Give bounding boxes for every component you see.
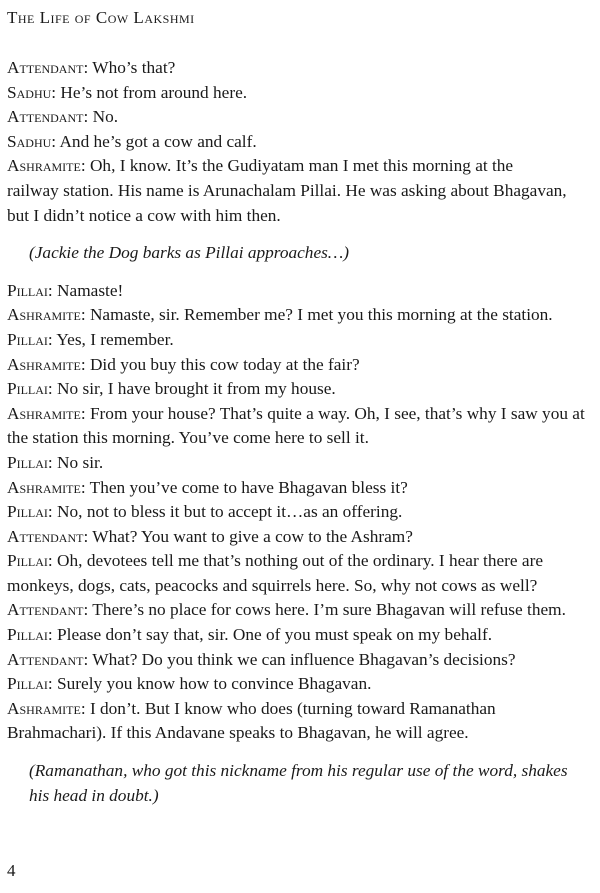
line-text: Then you’ve come to have Bhagavan bless it? (85, 477, 408, 497)
stage-direction (7, 759, 595, 784)
stage-direction (7, 784, 595, 809)
speaker-name: Sadhu: (7, 131, 57, 151)
speaker-name: Attendant: (7, 649, 89, 669)
speaker-name: Attendant: (7, 58, 89, 77)
line-text: Who’s that? (88, 58, 176, 77)
line-text: What? You want to give a cow to the Ashram? (88, 526, 413, 546)
line-text: Did you buy this cow today at the fair? (85, 354, 360, 374)
paragraph-gap (7, 746, 595, 759)
dialogue-text (7, 56, 595, 808)
speaker-name: Pillai: (7, 329, 53, 349)
dialogue-line (7, 377, 595, 402)
line-text: No. (88, 107, 119, 127)
line-text: And he’s got a cow and calf. (56, 131, 257, 151)
speaker-name: Ashramite: (7, 403, 86, 423)
running-header: The Life of Cow Lakshmi (7, 8, 195, 27)
line-text: Namaste, sir. Remember me? I met you this morning at the station. (85, 305, 553, 325)
dialogue-line (7, 648, 595, 673)
line-text: monkeys, dogs, cats, peacocks and squirrels here. So, why not cows as well? (7, 575, 538, 595)
speaker-name: Ashramite: (7, 305, 86, 325)
stage-text: (Jackie the Dog barks as Pillai approaches…) (29, 243, 349, 263)
line-text: Please don’t say that, sir. One of you must speak on my behalf. (52, 625, 493, 645)
speaker-name: Pillai: (7, 551, 53, 571)
speaker-name: Pillai: (7, 452, 53, 472)
paragraph-gap (7, 228, 595, 241)
dialogue-line (7, 56, 595, 81)
dialogue-line (7, 130, 595, 155)
speaker-name: Ashramite: (7, 156, 86, 176)
paragraph-gap (7, 266, 595, 279)
dialogue-line (7, 353, 595, 378)
dialogue-line (7, 279, 595, 304)
speaker-name: Ashramite: (7, 354, 86, 374)
line-text: railway station. His name is Arunachalam Pillai. He was asking about Bhagavan, (7, 180, 567, 200)
line-text: From your house? That’s quite a way. Oh, I see, that’s why I saw you at (85, 403, 585, 423)
line-text: No sir, I have brought it from my house. (52, 379, 336, 399)
line-text: No, not to bless it but to accept it…as an offering. (52, 502, 403, 522)
speaker-name: Pillai: (7, 502, 53, 522)
line-text: No sir. (52, 452, 104, 472)
line-text: Surely you know how to convince Bhagavan. (52, 674, 372, 694)
speaker-name: Sadhu: (7, 82, 57, 102)
line-text: Brahmachari). If this Andavane speaks to Bhagavan, he will agree. (7, 723, 469, 743)
dialogue-line (7, 672, 595, 697)
dialogue-line (7, 402, 595, 427)
line-text: What? Do you think we can influence Bhagavan’s decisions? (88, 649, 516, 669)
stage-text: (Ramanathan, who got this nickname from his regular use of the word, shakes (29, 761, 568, 781)
dialogue-line (7, 721, 595, 746)
dialogue-line (7, 426, 595, 451)
dialogue-line (7, 549, 595, 574)
dialogue-line (7, 476, 595, 501)
dialogue-line (7, 500, 595, 525)
speaker-name: Pillai: (7, 625, 53, 645)
dialogue-line (7, 154, 595, 179)
line-text: He’s not from around here. (56, 82, 248, 102)
speaker-name: Attendant: (7, 600, 89, 620)
stage-direction (7, 241, 595, 266)
page-number: 4 (7, 861, 16, 880)
line-text: Yes, I remember. (52, 329, 174, 349)
dialogue-line (7, 574, 595, 599)
speaker-name: Pillai: (7, 379, 53, 399)
speaker-name: Pillai: (7, 674, 53, 694)
line-text: the station this morning. You’ve come here to sell it. (7, 428, 369, 448)
dialogue-line (7, 697, 595, 722)
line-text: There’s no place for cows here. I’m sure Bhagavan will refuse them. (88, 600, 566, 620)
dialogue-line (7, 81, 595, 106)
line-text: Oh, I know. It’s the Gudiyatam man I met this morning at the (85, 156, 514, 176)
line-text: Oh, devotees tell me that’s nothing out of the ordinary. I hear there are (52, 551, 544, 571)
dialogue-line (7, 204, 595, 229)
dialogue-line (7, 328, 595, 353)
line-text: Namaste! (52, 280, 124, 300)
line-text: I don’t. But I know who does (turning toward Ramanathan (85, 698, 496, 718)
speaker-name: Attendant: (7, 526, 89, 546)
dialogue-line (7, 598, 595, 623)
dialogue-line (7, 451, 595, 476)
speaker-name: Pillai: (7, 280, 53, 300)
speaker-name: Ashramite: (7, 698, 86, 718)
line-text: but I didn’t notice a cow with him then. (7, 205, 281, 225)
dialogue-line (7, 525, 595, 550)
stage-text: his head in doubt.) (29, 785, 159, 805)
dialogue-line (7, 623, 595, 648)
dialogue-line (7, 179, 595, 204)
dialogue-line (7, 303, 595, 328)
dialogue-line (7, 105, 595, 130)
speaker-name: Attendant: (7, 107, 89, 127)
speaker-name: Ashramite: (7, 477, 86, 497)
